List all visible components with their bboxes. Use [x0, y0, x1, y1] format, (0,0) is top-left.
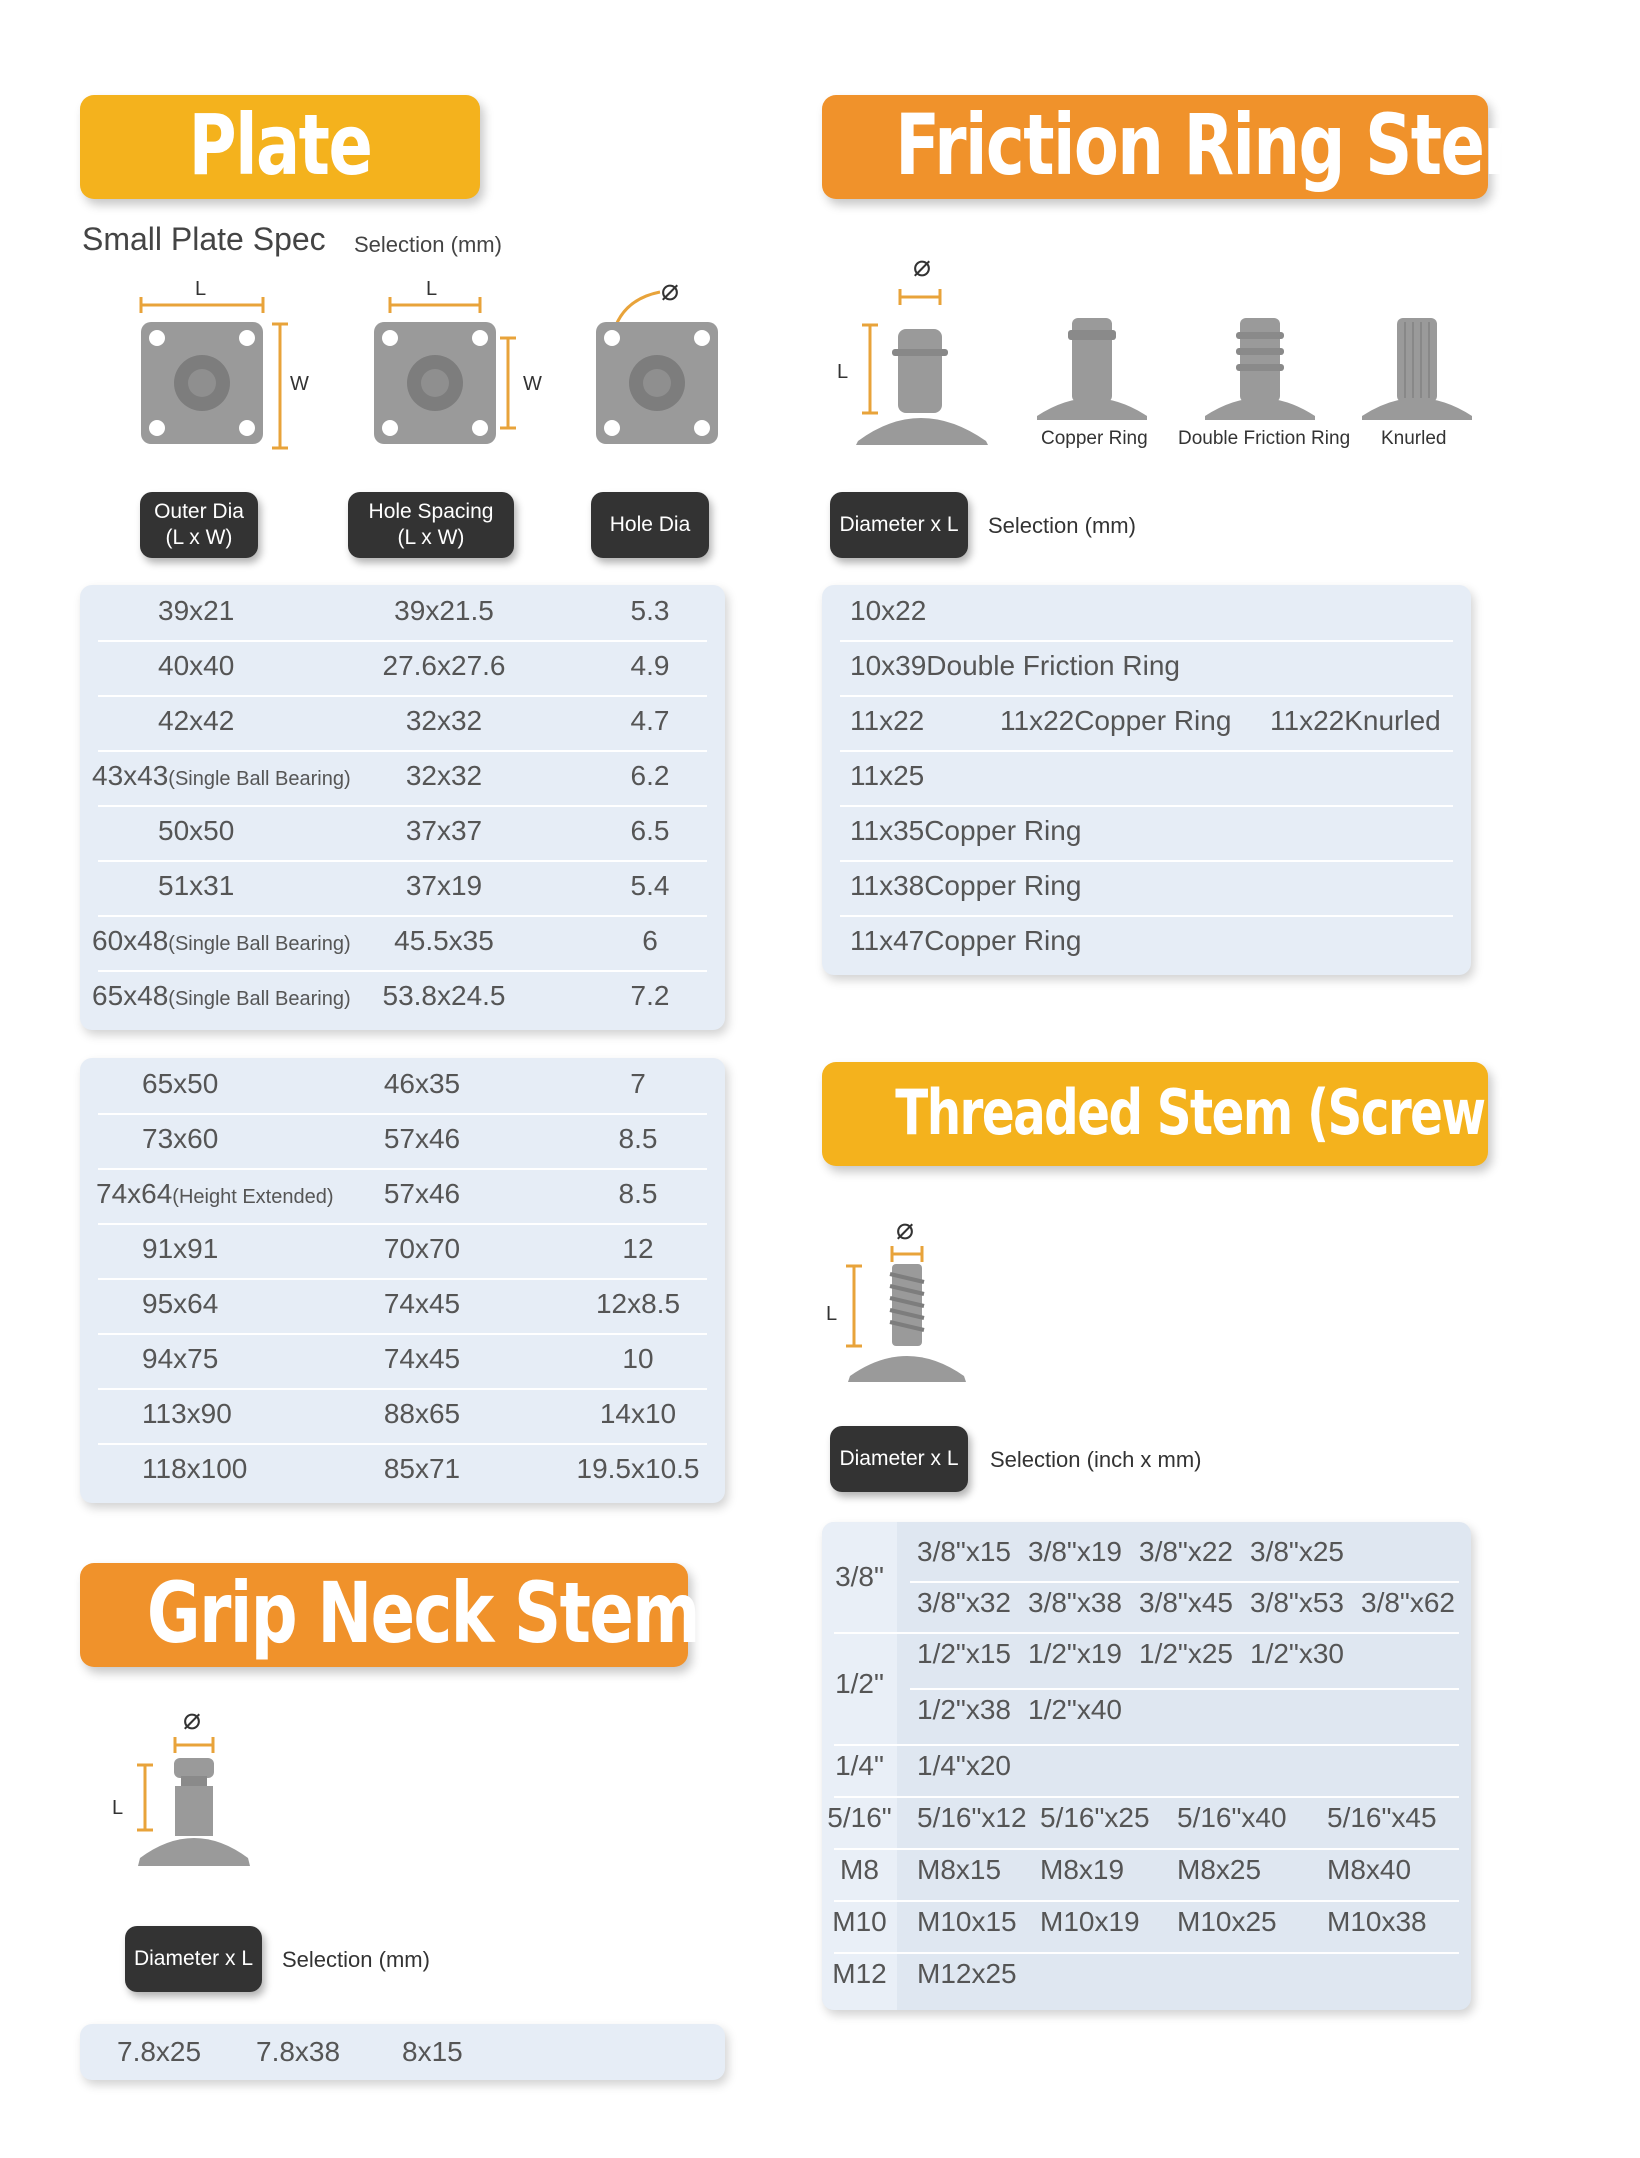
- thread-size-label: 1/4": [835, 1750, 884, 1781]
- grip-neck-table: [80, 2024, 725, 2080]
- grip-neck-banner: [80, 1563, 700, 1667]
- outer-dia-cell: [158, 705, 234, 737]
- outer-dia-value: 40x40: [158, 650, 235, 681]
- hole-spacing-cell: 74x45: [383, 1288, 461, 1319]
- threaded-banner: [822, 1062, 1640, 1166]
- outer-dia-value: 74x64: [96, 1178, 173, 1209]
- outer-dia-cell: [142, 1343, 218, 1375]
- thread-size-label: 5/16": [827, 1802, 892, 1833]
- hole-spacing-cell: 85x71: [383, 1453, 461, 1484]
- thread-size-label: M10: [832, 1906, 887, 1937]
- thread-value: M8x15: [917, 1854, 1002, 1885]
- threaded-diagram-l: L: [826, 1303, 838, 1325]
- outer-dia-pill-line1: Outer Dia: [154, 500, 244, 523]
- thread-value: 3/8"x62: [1361, 1587, 1456, 1618]
- row-separator: [840, 750, 1453, 752]
- thread-value: M8x40: [1327, 1854, 1412, 1885]
- row-separator: [98, 640, 707, 642]
- plate-spacing-diagram: [368, 280, 548, 460]
- row-separator: [98, 970, 707, 972]
- hole-dia-cell: 6: [642, 925, 658, 956]
- row-separator: [98, 805, 707, 807]
- group-separator: [834, 1900, 1459, 1902]
- hole-spacing-cell: 88x65: [383, 1398, 461, 1429]
- friction-ring-value: 11x22Knurled: [1270, 705, 1441, 736]
- row-separator: [98, 750, 707, 752]
- friction-ring-value: 11x22Copper Ring: [1000, 705, 1232, 736]
- outer-dia-cell: [142, 1453, 247, 1485]
- group-separator: [834, 1796, 1459, 1798]
- plate-diagram-w1: W: [290, 373, 309, 395]
- row-separator: [98, 860, 707, 862]
- grip-neck-diagram-l: L: [112, 1797, 124, 1819]
- thread-value: M8x19: [1040, 1854, 1125, 1885]
- hole-dia-cell: 8.5: [618, 1123, 658, 1154]
- hole-spacing-pill: [348, 492, 514, 558]
- knurled-caption: Knurled: [1381, 428, 1447, 449]
- thread-size-label: M8: [840, 1854, 879, 1885]
- outer-dia-cell: [142, 1398, 232, 1430]
- outer-dia-value: 95x64: [142, 1288, 219, 1319]
- outer-dia-cell: [158, 650, 234, 682]
- hole-spacing-cell: 32x32: [405, 760, 483, 791]
- outer-dia-cell: [96, 1178, 334, 1210]
- hole-dia-cell: 5.4: [630, 870, 670, 901]
- row-separator: [98, 1223, 707, 1225]
- thread-value: 1/2"x15: [917, 1638, 1012, 1669]
- plate-diagram-dia: ⌀: [661, 274, 680, 307]
- hole-dia-cell: 10: [622, 1343, 654, 1374]
- threaded-title: Threaded Stem (Screw Type): [895, 1076, 1640, 1150]
- friction-ring-diagram-dia: ⌀: [913, 250, 932, 283]
- row-separator: [910, 1688, 1459, 1690]
- hole-spacing-cell: 39x21.5: [394, 595, 494, 626]
- outer-dia-pill: [140, 492, 258, 558]
- grip-neck-note: Selection (mm): [282, 1947, 430, 1972]
- plate-outer-diagram: [135, 280, 315, 460]
- thread-value: 3/8"x22: [1139, 1536, 1234, 1567]
- row-separator: [98, 1388, 707, 1390]
- threaded-note: Selection (inch x mm): [990, 1447, 1202, 1472]
- friction-ring-note: Selection (mm): [988, 513, 1136, 538]
- hole-dia-cell: 12x8.5: [595, 1288, 681, 1319]
- row-separator: [840, 640, 1453, 642]
- grip-neck-value: 8x15: [402, 2036, 463, 2067]
- row-separator: [840, 805, 1453, 807]
- grip-neck-title: Grip Neck Stem: [146, 1564, 700, 1663]
- hole-dia-cell: 4.9: [630, 650, 670, 681]
- plate-diagram-l2: L: [426, 278, 438, 300]
- thread-value: 5/16"x45: [1327, 1802, 1437, 1833]
- outer-dia-value: 60x48: [92, 925, 169, 956]
- group-separator: [834, 1632, 1459, 1634]
- thread-value: 3/8"x15: [917, 1536, 1012, 1567]
- outer-dia-cell: [92, 760, 351, 792]
- thread-value: M10x38: [1327, 1906, 1427, 1937]
- hole-dia-cell: 5.3: [630, 595, 670, 626]
- friction-ring-table: [822, 585, 1471, 975]
- hole-spacing-cell: 53.8x24.5: [382, 980, 506, 1011]
- outer-dia-value: 118x100: [142, 1453, 248, 1484]
- thread-value: 5/16"x40: [1177, 1802, 1287, 1833]
- hole-dia-cell: 14x10: [599, 1398, 677, 1429]
- thread-value: M12x25: [917, 1958, 1017, 1989]
- group-separator: [834, 1952, 1459, 1954]
- outer-dia-pill-line2: (L x W): [165, 526, 233, 549]
- outer-dia-cell: [92, 980, 351, 1012]
- hole-spacing-pill-line2: (L x W): [397, 526, 465, 549]
- outer-dia-note: (Single Ball Bearing): [168, 933, 351, 955]
- hole-dia-cell: 6.2: [630, 760, 670, 791]
- friction-ring-value: 11x38Copper Ring: [850, 870, 1082, 901]
- thread-value: 5/16"x12: [917, 1802, 1027, 1833]
- thread-value: M8x25: [1177, 1854, 1262, 1885]
- thread-value: M10x19: [1040, 1906, 1140, 1937]
- outer-dia-note: (Single Ball Bearing): [168, 988, 351, 1010]
- outer-dia-value: 51x31: [158, 870, 235, 901]
- thread-value: 5/16"x25: [1040, 1802, 1150, 1833]
- outer-dia-value: 43x43: [92, 760, 169, 791]
- hole-spacing-cell: 45.5x35: [394, 925, 494, 956]
- plate-title: Plate: [188, 96, 372, 195]
- row-separator: [840, 695, 1453, 697]
- hole-dia-cell: 19.5x10.5: [576, 1453, 700, 1484]
- friction-ring-diagram-l: L: [837, 361, 849, 383]
- thread-value: 1/2"x19: [1028, 1638, 1123, 1669]
- hole-spacing-cell: 46x35: [383, 1068, 461, 1099]
- copper-ring-caption: Copper Ring: [1041, 428, 1148, 449]
- friction-ring-value: 11x22: [850, 705, 925, 736]
- thread-value: M10x25: [1177, 1906, 1277, 1937]
- grip-neck-value: 7.8x25: [117, 2036, 202, 2067]
- plate-diagram-l1: L: [195, 278, 207, 300]
- outer-dia-cell: [92, 925, 351, 957]
- row-separator: [98, 695, 707, 697]
- thread-value: 1/4"x20: [917, 1750, 1012, 1781]
- copper-ring-icon: [1032, 310, 1152, 420]
- row-separator: [98, 1443, 707, 1445]
- plate-banner: [80, 95, 480, 199]
- outer-dia-cell: [142, 1068, 218, 1100]
- group-separator: [834, 1848, 1459, 1850]
- thread-value: 3/8"x38: [1028, 1587, 1123, 1618]
- thread-size-label: 1/2": [835, 1668, 884, 1699]
- thread-value: 3/8"x45: [1139, 1587, 1234, 1618]
- outer-dia-cell: [158, 595, 234, 627]
- outer-dia-value: 39x21: [158, 595, 235, 626]
- double-friction-ring-caption: Double Friction Ring: [1178, 428, 1351, 449]
- hole-dia-cell: 7.2: [630, 980, 670, 1011]
- outer-dia-value: 42x42: [158, 705, 235, 736]
- friction-ring-pill: Diameter x L: [830, 492, 968, 558]
- friction-ring-value: 10x39Double Friction Ring: [850, 650, 1180, 681]
- row-separator: [840, 915, 1453, 917]
- row-separator: [98, 915, 707, 917]
- hole-dia-cell: 12: [622, 1233, 654, 1264]
- plate-subtitle-note: Selection (mm): [354, 232, 502, 257]
- threaded-diagram-dia: ⌀: [896, 1213, 915, 1246]
- hole-spacing-cell: 57x46: [383, 1178, 461, 1209]
- outer-dia-value: 73x60: [142, 1123, 219, 1154]
- outer-dia-value: 91x91: [142, 1233, 219, 1264]
- hole-spacing-cell: 70x70: [383, 1233, 461, 1264]
- thread-value: 1/2"x40: [1028, 1694, 1123, 1725]
- hole-spacing-cell: 57x46: [383, 1123, 461, 1154]
- thread-size-label: 3/8": [835, 1561, 884, 1592]
- thread-value: 1/2"x38: [917, 1694, 1012, 1725]
- hole-spacing-cell: 32x32: [405, 705, 483, 736]
- thread-value: M10x15: [917, 1906, 1017, 1937]
- plate-subtitle: Small Plate Spec: [82, 221, 326, 257]
- hole-spacing-cell: 74x45: [383, 1343, 461, 1374]
- friction-ring-value: 11x35Copper Ring: [850, 815, 1082, 846]
- outer-dia-value: 65x50: [142, 1068, 219, 1099]
- thread-value: 3/8"x25: [1250, 1536, 1345, 1567]
- plate-table-2: [80, 1058, 725, 1503]
- thread-value: 3/8"x19: [1028, 1536, 1123, 1567]
- friction-ring-value: 11x47Copper Ring: [850, 925, 1082, 956]
- hole-dia-cell: 6.5: [630, 815, 670, 846]
- friction-ring-value: 11x25: [850, 760, 925, 791]
- outer-dia-value: 65x48: [92, 980, 169, 1011]
- hole-dia-cell: 8.5: [618, 1178, 658, 1209]
- outer-dia-value: 50x50: [158, 815, 235, 846]
- outer-dia-cell: [142, 1288, 218, 1320]
- row-separator: [98, 1113, 707, 1115]
- grip-neck-value: 7.8x38: [256, 2036, 341, 2067]
- friction-ring-banner: [822, 95, 1551, 199]
- thread-value: 1/2"x30: [1250, 1638, 1345, 1669]
- plate-hole-diagram: [590, 280, 770, 460]
- hole-spacing-cell: 27.6x27.6: [382, 650, 506, 681]
- outer-dia-value: 113x90: [142, 1398, 232, 1429]
- grip-neck-pill: Diameter x L: [125, 1926, 262, 1992]
- hole-dia-pill: Hole Dia: [591, 492, 709, 558]
- thread-value: 1/2"x25: [1139, 1638, 1234, 1669]
- group-separator: [834, 1744, 1459, 1746]
- row-separator: [98, 1168, 707, 1170]
- outer-dia-note: (Height Extended): [172, 1186, 334, 1208]
- outer-dia-cell: [158, 870, 234, 902]
- outer-dia-value: 94x75: [142, 1343, 219, 1374]
- row-separator: [98, 1333, 707, 1335]
- outer-dia-note: (Single Ball Bearing): [168, 768, 351, 790]
- thread-size-label: M12: [832, 1958, 887, 1989]
- double-friction-ring-icon: [1200, 310, 1320, 420]
- hole-spacing-cell: 37x19: [405, 870, 483, 901]
- row-separator: [910, 1581, 1459, 1583]
- hole-dia-cell: 7: [630, 1068, 646, 1099]
- outer-dia-cell: [142, 1123, 218, 1155]
- hole-spacing-cell: 37x37: [405, 815, 483, 846]
- thread-value: 3/8"x53: [1250, 1587, 1345, 1618]
- thread-value: 3/8"x32: [917, 1587, 1012, 1618]
- knurled-icon: [1357, 310, 1477, 420]
- row-separator: [840, 860, 1453, 862]
- hole-spacing-pill-line1: Hole Spacing: [368, 500, 494, 523]
- plate-table-1: [80, 585, 725, 1030]
- friction-ring-title: Friction Ring Stem: [895, 96, 1551, 195]
- outer-dia-cell: [158, 815, 234, 847]
- hole-dia-cell: 4.7: [630, 705, 670, 736]
- threaded-pill: Diameter x L: [830, 1426, 968, 1492]
- outer-dia-cell: [142, 1233, 218, 1265]
- threaded-table: [822, 1522, 1471, 2010]
- row-separator: [98, 1278, 707, 1280]
- grip-neck-diagram-dia: ⌀: [183, 1703, 202, 1736]
- friction-ring-value: 10x22: [850, 595, 927, 626]
- plate-diagram-w2: W: [523, 373, 542, 395]
